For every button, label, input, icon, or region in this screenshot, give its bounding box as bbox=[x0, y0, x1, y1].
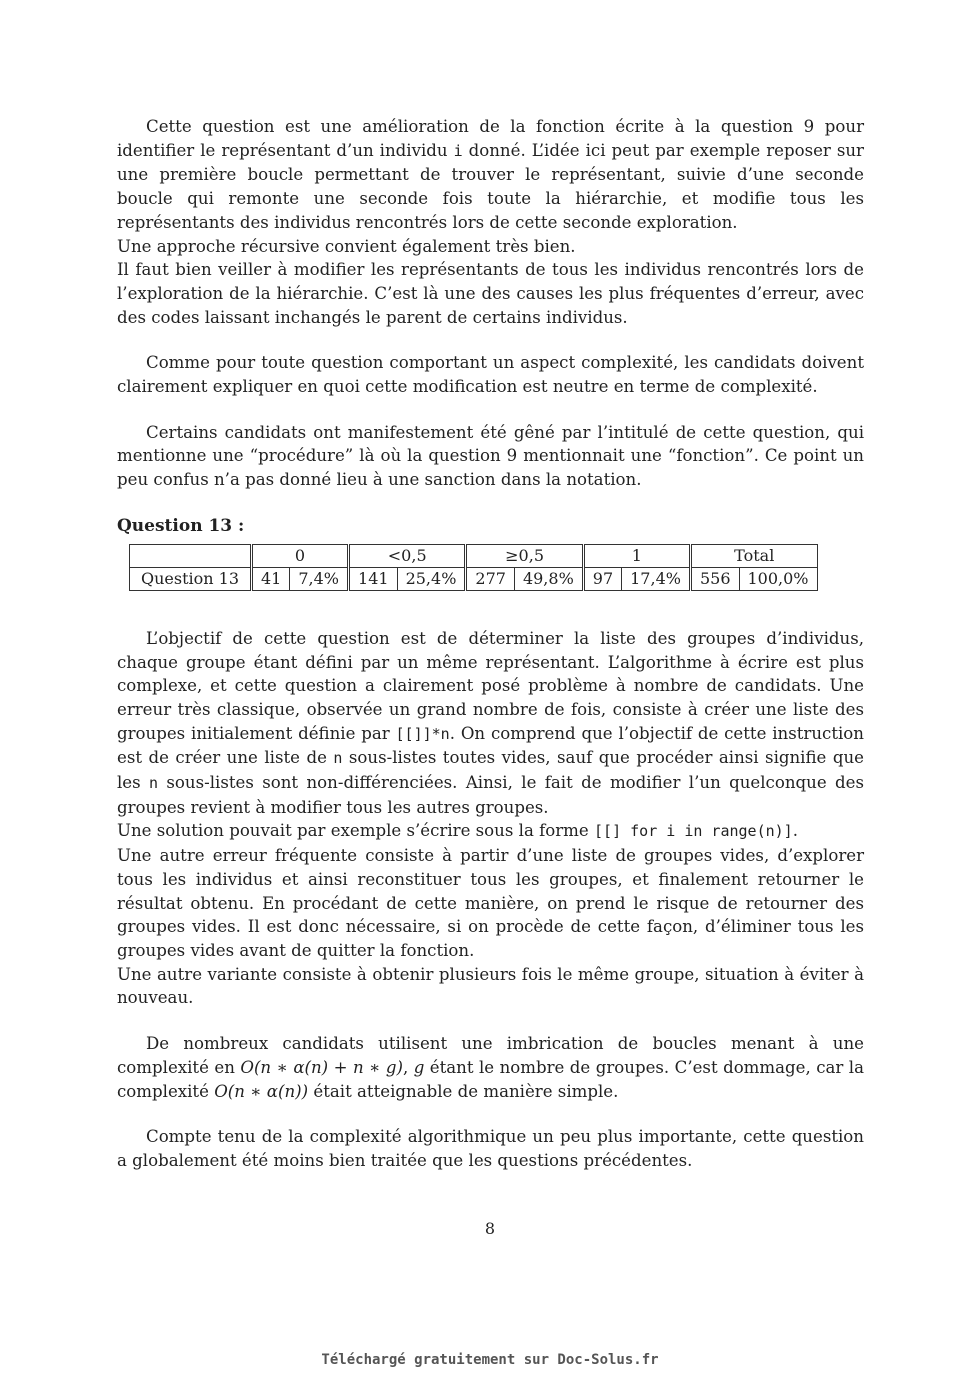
results-table bbox=[129, 544, 818, 591]
math-expression: g bbox=[413, 1057, 425, 1077]
page-number: 8 bbox=[484, 1219, 496, 1238]
table-corner-cell bbox=[130, 544, 252, 567]
math-expression: O(n ∗ α(n) + n ∗ g) bbox=[240, 1057, 403, 1077]
paragraph-1c: Il faut bien veiller à modifier les représentants de tous les individus rencontrés lors de l’exploration de la hiérarchie. C’est là une des causes les plus fréquentes d’erreur, avec des codes laissant inchangés le parent de certains individus. bbox=[117, 260, 864, 327]
paragraph-5: De nombreux candidats utilisent une imbrication de boucles menant à une complexité en O(n ∗ α(n) + n ∗ g), g étant le nombre de groupes. C’est dommage, car la complexité O(n ∗ α(n)) était atteignable de manière simple. bbox=[117, 1034, 864, 1101]
document-body bbox=[117, 115, 864, 1173]
table-cell: 7,4% bbox=[290, 567, 349, 590]
question-heading: Question 13 : bbox=[117, 515, 245, 536]
table-header: ≥0,5 bbox=[466, 544, 583, 567]
table-cell: 141 bbox=[349, 567, 398, 590]
paragraph-4: L’objectif de cette question est de déterminer la liste des groupes d’individus, chaque groupe étant défini par un même représentant. L’algorithme à écrire est plus complexe, et cette question a clairement posé problème à nombre de candidats. Une erreur très classique, observée un grand nombre de fois, consiste à créer une liste des groupes initialement définie par [[]]*n. On comprend que l’objectif de cette instruction est de créer une liste de n sous-listes toutes vides, sauf que procéder ainsi signifie que les n sous-listes sont non-différenciées. Ainsi, le fait de modifier l’un quelconque des groupes revient à modifier tous les autres groupes. bbox=[117, 628, 864, 817]
table-cell: 41 bbox=[252, 567, 290, 590]
paragraph-4h: Une autre variante consiste à obtenir plusieurs fois le même groupe, situation à éviter à nouveau. bbox=[117, 964, 864, 1008]
paragraph-3: Certains candidats ont manifestement été gêné par l’intitulé de cette question, qui mentionne une “procédure” là où la question 9 mentionnait une “fonction”. Ce point un peu confus n’a pas donné lieu à une sanction dans la notation. bbox=[117, 422, 864, 490]
table-header: 0 bbox=[252, 544, 349, 567]
inline-code: n bbox=[333, 749, 343, 768]
paragraph-4e: Une solution pouvait par exemple s’écrire sous la forme [[] for i in range(n)]. bbox=[117, 821, 798, 841]
paragraph-2: Comme pour toute question comportant un aspect complexité, les candidats doivent clairement expliquer en quoi cette modification est neutre en terme de complexité. bbox=[117, 353, 864, 397]
inline-code: i bbox=[453, 141, 463, 160]
table-cell: 97 bbox=[583, 567, 621, 590]
table-row bbox=[130, 567, 818, 590]
table-cell: 277 bbox=[466, 567, 515, 590]
table-header: 1 bbox=[583, 544, 690, 567]
table-header: Total bbox=[690, 544, 817, 567]
table-cell: 100,0% bbox=[739, 567, 817, 590]
math-expression: O(n ∗ α(n)) bbox=[214, 1081, 309, 1101]
table-cell: 17,4% bbox=[622, 567, 691, 590]
inline-code: [[]]*n bbox=[395, 724, 450, 743]
table-cell: 556 bbox=[690, 567, 739, 590]
table-header: <0,5 bbox=[349, 544, 466, 567]
table-cell: 25,4% bbox=[397, 567, 466, 590]
paragraph-1b: Une approche récursive convient également très bien. bbox=[117, 236, 576, 256]
row-label: Question 13 bbox=[130, 567, 252, 590]
paragraph-4g: Une autre erreur fréquente consiste à partir d’une liste de groupes vides, d’explorer tous les individus et ainsi reconstituer tous les groupes, et finalement retourner le résultat obtenu. En procédant de cette manière, on prend le risque de retourner des groupes vides. Il est donc nécessaire, si on procède de cette façon, d’éliminer tous les groupes vides avant de quitter la fonction. bbox=[117, 846, 864, 960]
paragraph-6: Compte tenu de la complexité algorithmique un peu plus importante, cette question a globalement été moins bien traitée que les questions précédentes. bbox=[117, 1127, 864, 1170]
table-cell: 49,8% bbox=[514, 567, 583, 590]
table-header-row bbox=[130, 544, 818, 567]
inline-code: n bbox=[149, 774, 159, 793]
paragraph-1: Cette question est une amélioration de la fonction écrite à la question 9 pour identifier le représentant d’un individu i donné. L’idée ici peut par exemple reposer sur une première boucle permettant de trouver le représentant, suivie d’une seconde boucle qui remonte une seconde fois toute la hiérarchie, et modifie tous les représentants des individus rencontrés lors de cette seconde exploration. bbox=[117, 117, 864, 232]
inline-code: [[] for i in range(n)] bbox=[594, 822, 793, 841]
footer-text: Téléchargé gratuitement sur Doc-Solus.fr bbox=[321, 1352, 659, 1368]
